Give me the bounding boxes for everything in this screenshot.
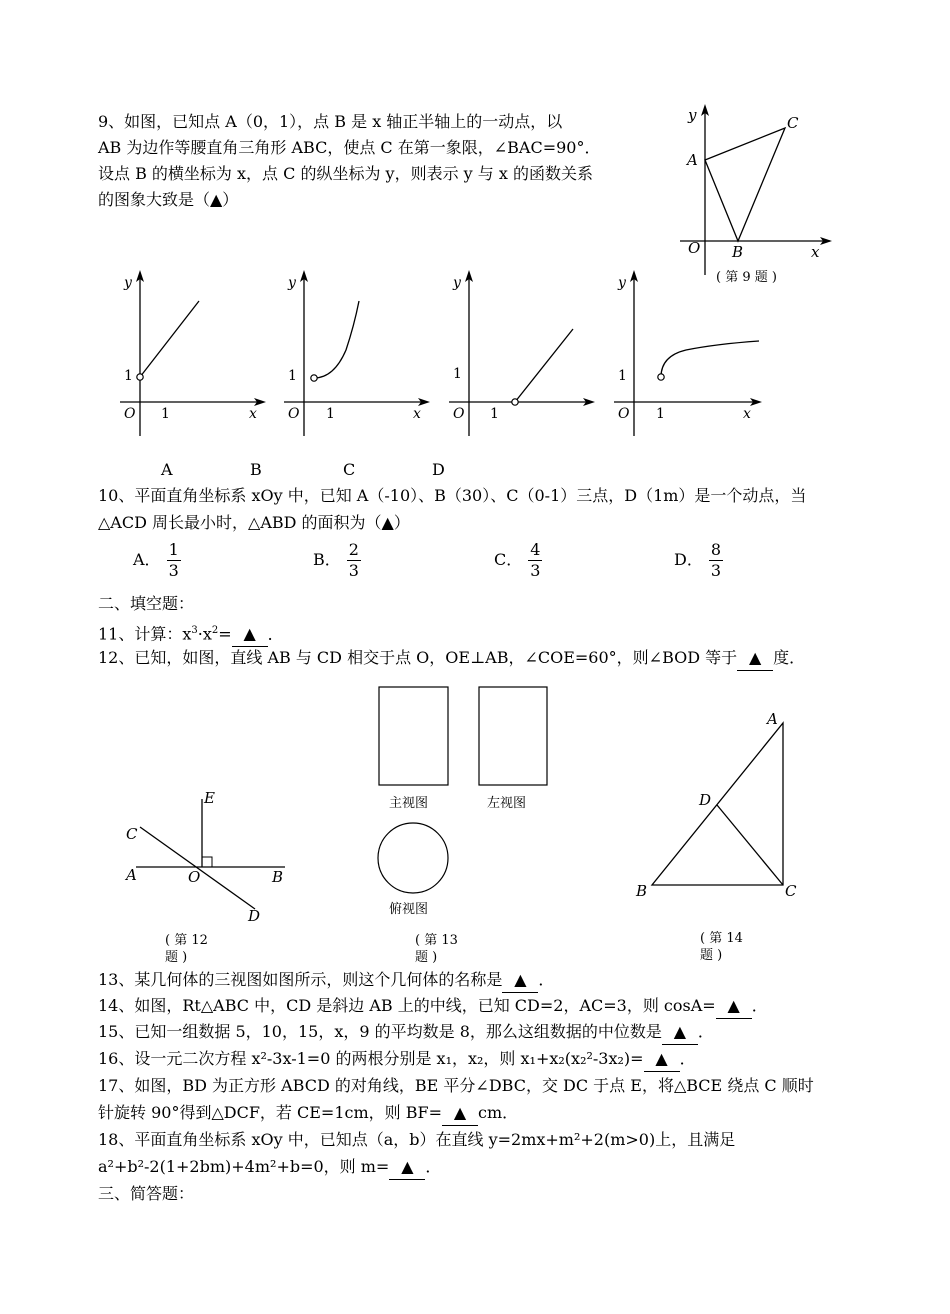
q12 bbox=[98, 646, 805, 671]
graph-b-one-x: 1 bbox=[326, 406, 335, 422]
q18-end: ． bbox=[425, 1157, 442, 1176]
q11-pre: 11、计算：x bbox=[98, 624, 192, 644]
q9-line1: 9、如图，已知点 A（0，1），点 B 是 x 轴正半轴上的一动点，以 bbox=[98, 112, 563, 131]
fig9-a-label: A bbox=[687, 151, 698, 169]
fig12-caption-1: ( 第 12 bbox=[165, 933, 208, 948]
graph-a-x: x bbox=[249, 406, 257, 422]
q14-text: 14、如图，Rt△ABC 中，CD 是斜边 AB 上的中线，已知 CD=2，AC=3，则 cosA= bbox=[98, 996, 716, 1015]
q18-line2-text: a²+b²-2(1+2bm)+4m²+b=0，则 m= bbox=[98, 1157, 390, 1176]
fig13-top-view-label: 俯视图 bbox=[389, 902, 429, 917]
q15-end: ． bbox=[697, 1022, 714, 1041]
fig9-caption: ( 第 9 题 ) bbox=[716, 270, 777, 285]
q10-choice-c-label: C． bbox=[494, 550, 523, 569]
q11-sup1: 3 bbox=[191, 625, 198, 636]
fig13-front-view-label: 主视图 bbox=[389, 796, 429, 811]
graph-c-one-y: 1 bbox=[453, 366, 462, 382]
q10-line1: 10、平面直角坐标系 xOy 中，已知 A（-10）、B（30）、C（0-1）三点，D（1m）是一个动点，当 bbox=[98, 486, 807, 505]
q16-end: ． bbox=[679, 1049, 696, 1068]
q10-line2: △ACD 周长最小时，△ABD 的面积为（▲） bbox=[98, 513, 410, 532]
q10-choice-b-num: 2 bbox=[348, 540, 359, 559]
graph-a-o: O bbox=[124, 406, 136, 422]
graph-d-one-y: 1 bbox=[618, 368, 627, 384]
fig12-a: A bbox=[126, 866, 137, 884]
q11 bbox=[98, 619, 284, 647]
graph-c-one-x: 1 bbox=[490, 406, 499, 422]
fig14-b: B bbox=[636, 882, 648, 900]
q17-line2-text: 针旋转 90°得到△DCF，若 CE=1cm，则 BF= bbox=[98, 1103, 443, 1122]
fig14-a: A bbox=[767, 710, 778, 728]
fig13-left-view-label: 左视图 bbox=[487, 796, 527, 811]
fig12-c: C bbox=[126, 825, 138, 843]
option-label-b: B bbox=[250, 460, 262, 479]
fig14-d: D bbox=[699, 791, 712, 809]
q10-choice-d bbox=[674, 540, 723, 581]
q16 bbox=[98, 1047, 696, 1072]
fig12-b: B bbox=[272, 868, 284, 886]
fig12-e: E bbox=[204, 789, 215, 807]
graph-option-d bbox=[606, 268, 771, 438]
option-label-a: A bbox=[161, 460, 173, 479]
q9-line2: AB 为边作等腰直角三角形 ABC，使点 C 在第一象限，∠BAC=90°． bbox=[98, 138, 601, 157]
q13-text: 13、某几何体的三视图如图所示，则这个几何体的名称是 bbox=[98, 970, 503, 989]
section-3-heading: 三、简答题： bbox=[98, 1184, 195, 1203]
q16-text: 16、设一元二次方程 x²-3x-1=0 的两根分别是 x₁，x₂，则 x₁+x₂(x₂²-3x₂)= bbox=[98, 1049, 644, 1068]
fig12-o: O bbox=[188, 868, 201, 886]
q17-line1: 17、如图，BD 为正方形 ABCD 的对角线，BE 平分∠DBC，交 DC 于点 E，将△BCE 绕点 C 顺时 bbox=[98, 1076, 814, 1095]
fig9-o-label: O bbox=[688, 239, 701, 257]
q17-line2 bbox=[98, 1101, 518, 1126]
q18-line2 bbox=[98, 1155, 441, 1180]
fig9-x-label: x bbox=[811, 243, 820, 261]
q14 bbox=[98, 994, 768, 1019]
graph-b-o: O bbox=[288, 406, 300, 422]
q14-answer-blank[interactable]: ▲ bbox=[716, 994, 752, 1019]
q18-line1: 18、平面直角坐标系 xOy 中，已知点（a，b）在直线 y=2mx+m²+2(m>0)上，且满足 bbox=[98, 1130, 736, 1149]
graph-option-b bbox=[276, 268, 436, 438]
q16-answer-blank[interactable]: ▲ bbox=[644, 1047, 680, 1072]
fig14-caption-2: 题 ) bbox=[700, 948, 723, 963]
graph-a-one-y: 1 bbox=[124, 368, 133, 384]
q11-answer-blank[interactable]: ▲ bbox=[232, 622, 268, 647]
q13 bbox=[98, 968, 554, 993]
graph-c-o: O bbox=[453, 406, 465, 422]
section-2-heading: 二、填空题： bbox=[98, 594, 195, 613]
fig9-c-label: C bbox=[787, 114, 799, 132]
option-label-d: D bbox=[432, 460, 445, 479]
fig13-caption-1: ( 第 13 bbox=[415, 933, 458, 948]
graph-a-one-x: 1 bbox=[161, 406, 170, 422]
q15-answer-blank[interactable]: ▲ bbox=[662, 1020, 698, 1045]
q12-answer-blank[interactable]: ▲ bbox=[737, 646, 773, 671]
graph-option-c bbox=[441, 268, 601, 438]
graph-b-x: x bbox=[413, 406, 421, 422]
q10-choice-c-den: 3 bbox=[530, 561, 541, 580]
q17-answer-blank[interactable]: ▲ bbox=[442, 1101, 478, 1126]
fig9-b-label: B bbox=[732, 243, 744, 261]
graph-c-y: y bbox=[453, 275, 461, 291]
q15-text: 15、已知一组数据 5，10，15，x，9 的平均数是 8，那么这组数据的中位数是 bbox=[98, 1022, 662, 1041]
option-label-c: C bbox=[343, 460, 356, 479]
q10-choice-b bbox=[313, 540, 361, 581]
graph-option-a bbox=[112, 268, 272, 438]
q10-choice-d-den: 3 bbox=[710, 561, 722, 580]
q12-end: 度． bbox=[773, 648, 806, 667]
q17-end: cm． bbox=[478, 1103, 519, 1122]
q10-choice-a-label: A． bbox=[133, 550, 161, 569]
q9-line3: 设点 B 的横坐标为 x，点 C 的纵坐标为 y，则表示 y 与 x 的函数关系 bbox=[98, 164, 593, 183]
q11-sup2: 2 bbox=[211, 625, 219, 636]
graph-b-one-y: 1 bbox=[288, 368, 297, 384]
fig14-c: C bbox=[785, 882, 797, 900]
fig14-caption-1: ( 第 14 bbox=[700, 931, 743, 946]
q13-end: ． bbox=[538, 970, 555, 989]
graph-b-y: y bbox=[288, 275, 296, 291]
q13-answer-blank[interactable]: ▲ bbox=[502, 968, 538, 993]
fig13-caption-2: 题 ) bbox=[415, 950, 438, 965]
figure-q14 bbox=[630, 705, 810, 905]
q10-choice-b-den: 3 bbox=[348, 561, 359, 580]
fig9-y-label: y bbox=[688, 106, 697, 124]
graph-d-one-x: 1 bbox=[656, 406, 665, 422]
graph-a-y: y bbox=[124, 275, 132, 291]
q10-choice-a-den: 3 bbox=[168, 561, 179, 580]
q10-choice-c-num: 4 bbox=[530, 540, 541, 559]
q10-choice-d-num: 8 bbox=[710, 540, 722, 559]
graph-d-y: y bbox=[618, 275, 626, 291]
q10-choice-b-label: B． bbox=[313, 550, 341, 569]
q11-eq: = bbox=[218, 624, 232, 644]
q15 bbox=[98, 1020, 714, 1045]
q10-choice-d-label: D． bbox=[674, 550, 703, 569]
q9-line4: 的图象大致是（▲） bbox=[98, 190, 239, 209]
q12-text: 12、已知，如图，直线 AB 与 CD 相交于点 O，OE⊥AB，∠COE=60°，则∠BOD 等于 bbox=[98, 648, 738, 667]
q14-end: ． bbox=[751, 996, 768, 1015]
graph-d-x: x bbox=[743, 406, 751, 422]
fig12-d: D bbox=[248, 907, 261, 925]
figure-q9 bbox=[670, 100, 840, 290]
q10-choice-a-num: 1 bbox=[168, 540, 179, 559]
figure-q13 bbox=[370, 684, 560, 894]
q18-answer-blank[interactable]: ▲ bbox=[389, 1155, 425, 1180]
q11-mid: ·x bbox=[197, 624, 212, 644]
q10-choice-c bbox=[494, 540, 542, 581]
fig12-caption-2: 题 ) bbox=[165, 950, 188, 965]
q11-end: ． bbox=[267, 624, 284, 644]
graph-d-o: O bbox=[618, 406, 630, 422]
figure-q12 bbox=[120, 785, 300, 930]
q10-choice-a bbox=[133, 540, 181, 581]
